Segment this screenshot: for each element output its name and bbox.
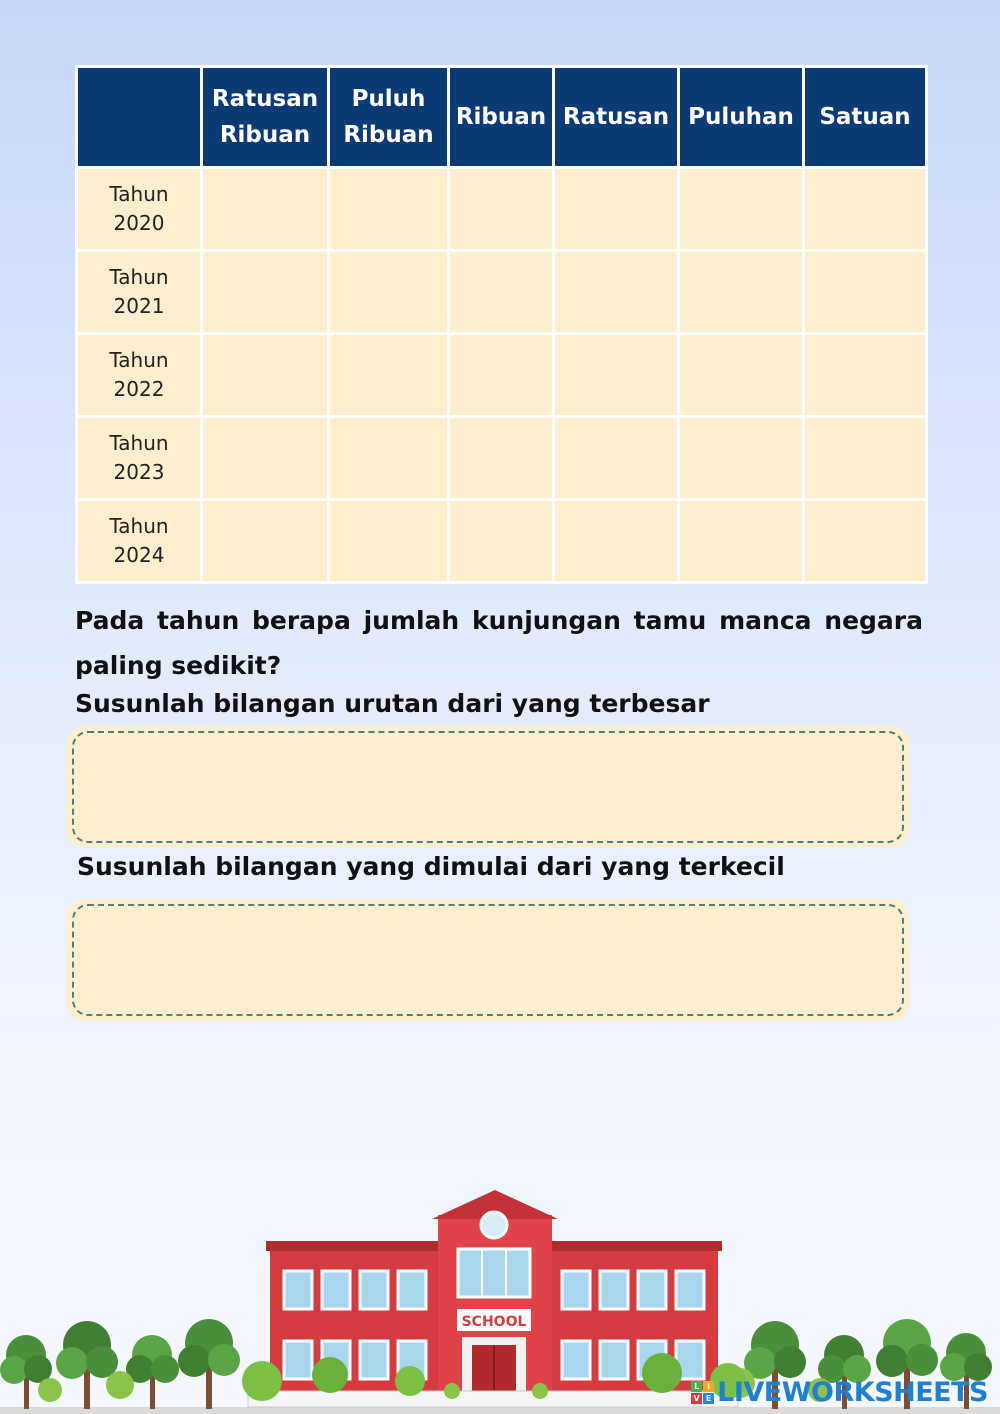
answer-cell[interactable] <box>804 251 927 334</box>
year-label: Tahun 2021 <box>77 251 202 334</box>
answer-box-border <box>72 731 904 843</box>
year-label: Tahun 2024 <box>77 500 202 583</box>
liveworksheets-watermark <box>691 1377 988 1408</box>
school-building <box>242 1190 746 1407</box>
school-sign: SCHOOL <box>461 1314 527 1330</box>
table-row <box>77 500 927 583</box>
table-body <box>77 168 927 583</box>
logo-letter: E <box>703 1393 714 1404</box>
logo-letter: L <box>691 1381 702 1392</box>
answer-cell[interactable] <box>804 417 927 500</box>
answer-cell[interactable] <box>804 168 927 251</box>
answer-cell[interactable] <box>804 500 927 583</box>
header-puluh-ribuan: Puluh Ribuan <box>329 67 449 168</box>
header-ratusan: Ratusan <box>554 67 679 168</box>
answer-cell[interactable] <box>679 417 804 500</box>
place-value-table-wrap <box>75 65 925 584</box>
answer-cell[interactable] <box>449 168 554 251</box>
answer-cell[interactable] <box>329 334 449 417</box>
answer-cell[interactable] <box>679 334 804 417</box>
header-blank <box>77 67 202 168</box>
table-row <box>77 168 927 251</box>
answer-cell[interactable] <box>449 251 554 334</box>
liveworksheets-logo-icon <box>691 1381 714 1404</box>
answer-cell[interactable] <box>804 334 927 417</box>
liveworksheets-text: LIVEWORKSHEETS <box>717 1377 988 1408</box>
header-ribuan: Ribuan <box>449 67 554 168</box>
answer-cell[interactable] <box>202 251 329 334</box>
answer-cell[interactable] <box>202 168 329 251</box>
answer-cell[interactable] <box>679 500 804 583</box>
header-ratusan-ribuan: Ratusan Ribuan <box>202 67 329 168</box>
place-value-table <box>75 65 928 584</box>
answer-cell[interactable] <box>329 251 449 334</box>
answer-cell[interactable] <box>329 500 449 583</box>
answer-cell[interactable] <box>554 251 679 334</box>
instruction-smallest: Susunlah bilangan yang dimulai dari yang terkecil <box>77 852 785 881</box>
logo-letter: V <box>691 1393 702 1404</box>
header-satuan: Satuan <box>804 67 927 168</box>
table-header-row <box>77 67 927 168</box>
answer-cell[interactable] <box>329 417 449 500</box>
answer-cell[interactable] <box>554 334 679 417</box>
answer-cell[interactable] <box>202 417 329 500</box>
answer-box-largest[interactable] <box>66 726 910 848</box>
answer-cell[interactable] <box>449 500 554 583</box>
answer-cell[interactable] <box>554 168 679 251</box>
trees-left <box>0 1319 240 1409</box>
answer-box-border <box>72 904 904 1016</box>
table-row <box>77 251 927 334</box>
answer-cell[interactable] <box>449 334 554 417</box>
logo-letter: I <box>703 1381 714 1392</box>
answer-cell[interactable] <box>554 500 679 583</box>
answer-cell[interactable] <box>202 334 329 417</box>
answer-cell[interactable] <box>329 168 449 251</box>
answer-cell[interactable] <box>202 500 329 583</box>
year-label: Tahun 2020 <box>77 168 202 251</box>
instruction-largest: Susunlah bilangan urutan dari yang terbesar <box>75 689 710 718</box>
year-label: Tahun 2022 <box>77 334 202 417</box>
question-text: Pada tahun berapa jumlah kunjungan tamu manca negara paling sedikit? <box>75 606 923 680</box>
answer-cell[interactable] <box>449 417 554 500</box>
answer-cell[interactable] <box>679 251 804 334</box>
answer-cell[interactable] <box>679 168 804 251</box>
year-label: Tahun 2023 <box>77 417 202 500</box>
header-puluhan: Puluhan <box>679 67 804 168</box>
answer-cell[interactable] <box>554 417 679 500</box>
table-row <box>77 417 927 500</box>
answer-box-smallest[interactable] <box>66 899 910 1021</box>
table-row <box>77 334 927 417</box>
